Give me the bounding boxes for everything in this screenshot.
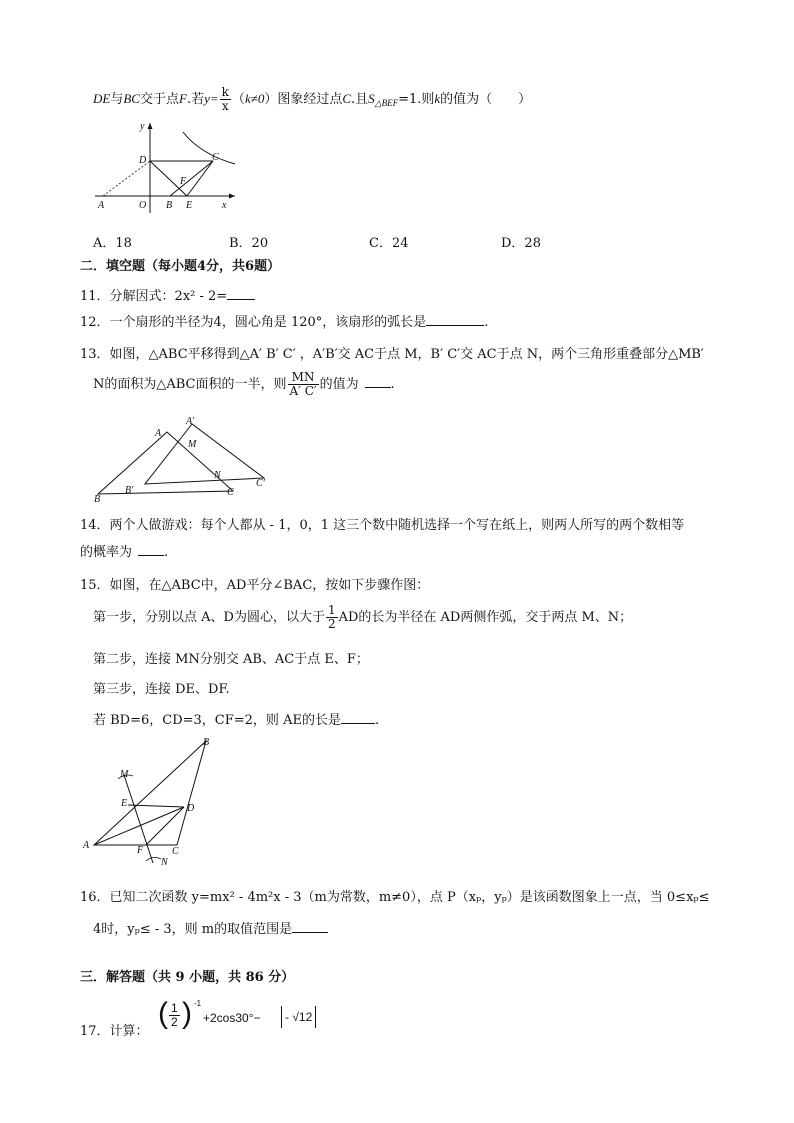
q17-label: 17．计算： [80,1024,149,1039]
label-y: y [140,121,145,132]
label-f: F [180,176,187,187]
label-b: B [203,737,210,748]
section-heading-fill-in: 二．填空题（每小题4分，共6题） [80,259,281,274]
q15-step2: 第二步，连接 MN分别交 AB、AC于点 E、F； [93,652,369,667]
q13-figure [90,412,280,504]
q12-answer-blank[interactable] [426,313,484,326]
label-x: x [222,200,227,211]
q13-text: N的面积为△ABC面积的一半，则 [93,377,287,392]
text-k: k [434,91,441,106]
label-n: N [214,470,221,481]
label-c: C [227,487,234,498]
q13-text: 的值为 [319,377,359,392]
q14-text: 的概率为 [80,545,133,560]
frac-den: A′ C′ [289,384,317,398]
q10-stem [93,86,531,113]
fraction-k-over-x [220,86,231,113]
q12-end: . [484,315,489,330]
frac-num: 1 [171,1001,178,1015]
q15-text: 第一步，分别以点 A、D为圆心，以大于 [93,610,325,625]
q10-option-a[interactable]: A．18 [93,236,132,251]
q10-figure [90,118,250,218]
label-b: B [94,494,101,505]
q12-text: 12．一个扇形的半径为4，圆心角是 120°，该扇形的弧长是 [80,315,427,330]
q13-line2 [93,371,395,398]
text: （ [231,92,245,107]
text-c: C [342,91,352,106]
q13-line1: 13．如图，△ABC平移得到△A′ B′ C′ ，A′B′交 AC于点 M，B′ C′交 AC于点 N，两个三角形重叠部分△MB′ [80,347,704,362]
exponent: -1 [194,999,202,1008]
q15-line1: 15．如图，在△ABC中，AD平分∠BAC，按如下步骤作图： [80,578,430,593]
frac-num: MN [288,371,319,385]
q17-rest: +2cos30°− [203,1011,261,1025]
text: 交于点 [139,92,179,107]
frac-den: x [221,99,229,113]
absolute-value: - √12 [281,1006,316,1028]
q15-step1 [93,604,632,631]
q14-end: . [164,545,169,560]
q14-line2 [80,541,168,560]
text: ）图象经过点 [264,92,343,107]
paren-left: ( [158,997,168,1030]
text: =1.则 [398,92,435,107]
label-d: D [139,155,147,166]
text-f: F [179,91,187,106]
subscript: △BEF [374,98,399,108]
q15-text: 若 BD=6，CD=3，CF=2，则 AE的长是 [93,713,341,728]
q11-answer-blank[interactable] [227,287,255,300]
q11 [80,285,255,304]
label-m: M [120,769,129,780]
label-e: E [186,200,193,211]
label-b-prime: B′ [125,485,134,496]
text-k: k≠0 [244,91,265,106]
label-d: D [187,803,195,814]
q16-text: 4时，yₚ≤ - 3，则 m的取值范围是 [93,922,293,937]
q15-condition [93,709,379,728]
frac-den: 2 [171,1015,178,1029]
q13-end: . [390,377,395,392]
frac-den: 2 [327,617,336,631]
section-heading-solutions: 三．解答题（共 9 小题，共 86 分） [80,970,295,985]
q15-text: AD的长为半径在 AD两侧作弧，交于两点 M、N； [338,610,633,625]
q10-option-c[interactable]: C．24 [369,236,409,251]
label-a: A [98,200,105,211]
q15-figure [80,735,220,870]
label-e: E [121,798,128,809]
label-b: B [166,200,173,211]
label-c-prime: C′ [256,478,265,489]
fraction-half [326,604,338,631]
q10-option-b[interactable]: B．20 [229,236,269,251]
fraction-mn-over-ac [288,371,319,398]
label-c: C [212,152,219,163]
q16-answer-blank[interactable] [292,920,328,933]
label-f: F [137,845,144,856]
q15-end: . [374,713,380,728]
paren-right: ) [182,997,192,1030]
label-n: N [161,857,168,868]
text-s: S [368,91,375,106]
q15-answer-blank[interactable] [341,711,375,724]
text: 与 [110,92,124,107]
q14-line1: 14．两个人做游戏：每个人都从 - 1，0，1 这三个数中随机选择一个写在纸上，则两人所写的两个数相等 [80,518,685,533]
q16-line1: 16．已知二次函数 y=mx² - 4m²x - 3（m为常数，m≠0），点 P（xₚ，yₚ）是该函数图象上一点，当 0≤xₚ≤ [80,890,710,905]
q14-answer-blank[interactable] [138,543,164,556]
q13-answer-blank[interactable] [365,375,391,388]
frac-num: k [221,85,229,99]
label-o: O [139,200,147,211]
label-a-prime: A′ [186,416,195,427]
label-a: A [83,840,90,851]
label-a: A [155,428,162,439]
label-c: C [172,846,179,857]
q10-option-d[interactable]: D．28 [501,236,541,251]
label-m: M [188,439,197,450]
text: 的值为（ ） [440,92,532,107]
q12 [80,311,488,330]
text: .且 [351,92,369,107]
text: .若 [186,92,205,107]
text-bc: BC [123,91,140,106]
text-y: y= [204,91,219,106]
text-de: DE [93,91,111,106]
q16-line2 [93,918,328,937]
fraction-half [169,1002,180,1029]
q15-step3: 第三步，连接 DE、DF. [93,682,230,697]
frac-num: 1 [327,603,336,617]
q11-text: 11．分解因式：2x² - 2= [80,289,228,304]
